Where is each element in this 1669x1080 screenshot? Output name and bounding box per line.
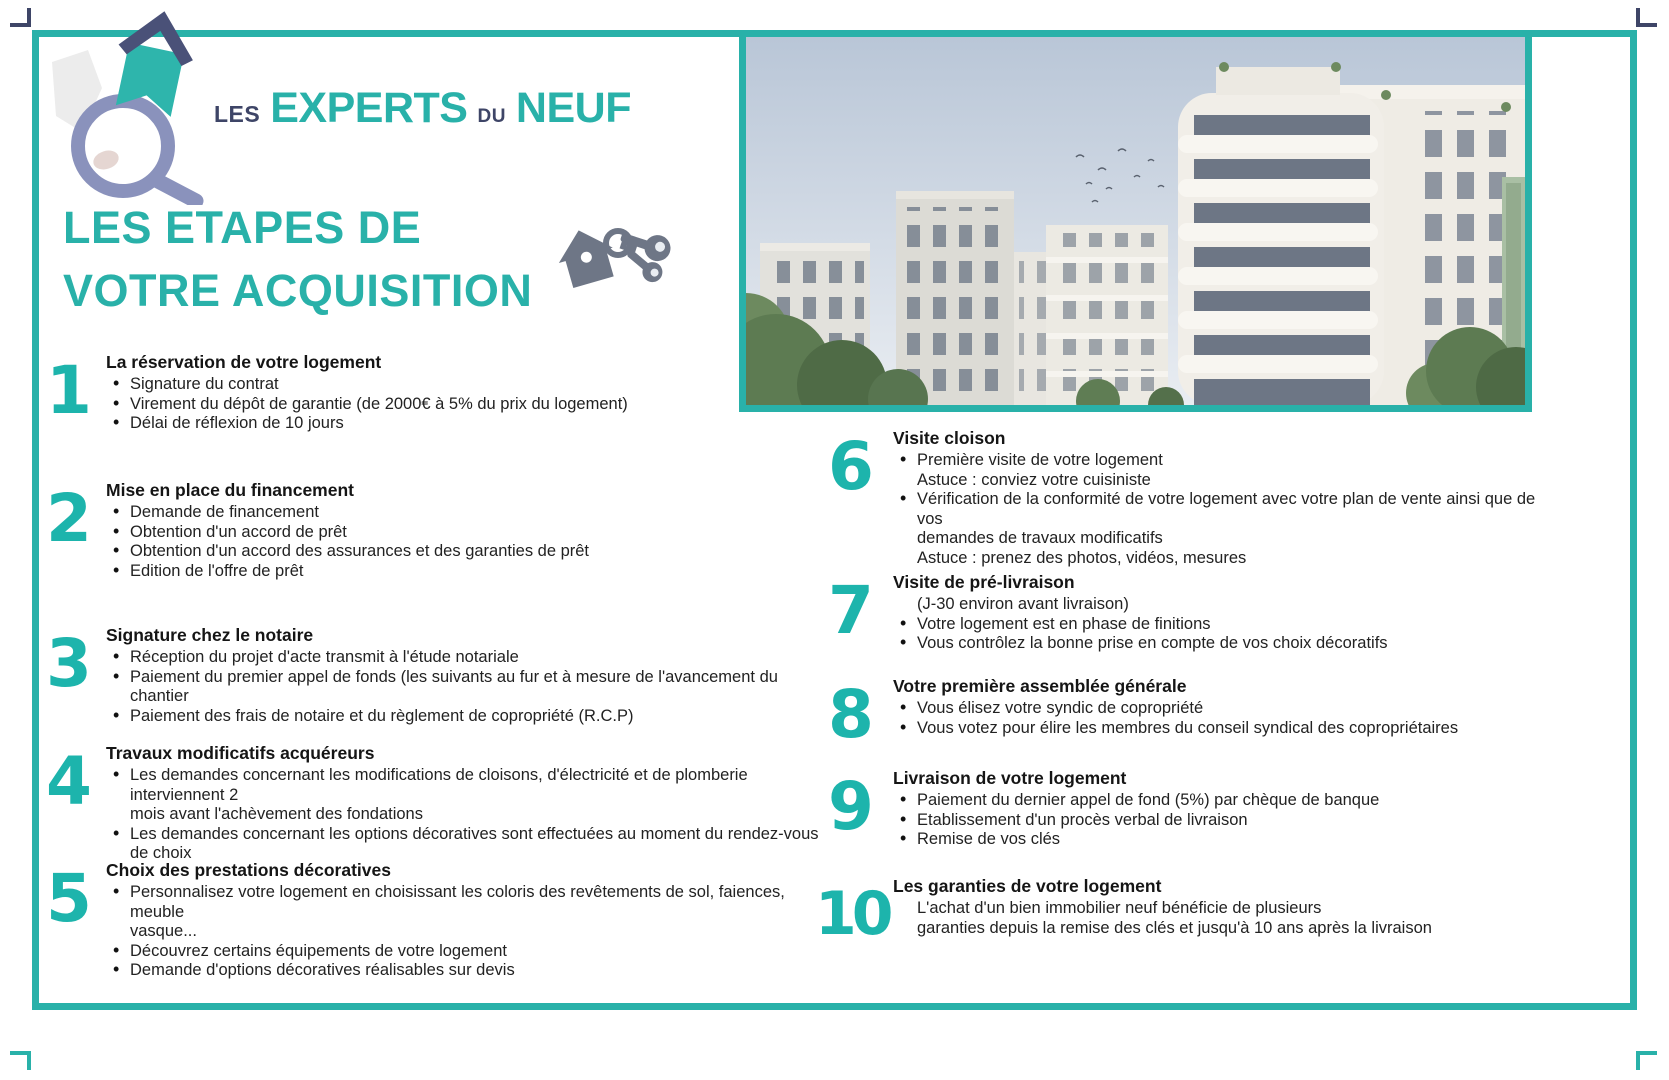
step-text-line: • Remise de vos clés bbox=[917, 830, 1061, 849]
step-bullet bbox=[106, 414, 628, 434]
step-bullet bbox=[106, 961, 836, 981]
brand-word-experts: EXPERTS bbox=[270, 84, 468, 132]
step-text-line: • Paiement du premier appel de fonds (les suivants au fur et à mesure de l'avancement du chantier bbox=[130, 667, 778, 706]
step-items bbox=[893, 595, 1388, 654]
step-text-line: • Signature du contrat bbox=[130, 375, 279, 393]
step-bullet bbox=[893, 830, 1379, 850]
step-text-line: • Demande de financement bbox=[130, 503, 319, 521]
step-text-line: • Réception du projet d'acte transmit à l'étude notariale bbox=[130, 648, 519, 666]
step bbox=[815, 768, 1379, 850]
step bbox=[46, 743, 836, 864]
brand-word-neuf: NEUF bbox=[515, 84, 631, 132]
step-text-line: Astuce : prenez des photos, vidéos, mesures bbox=[917, 548, 1247, 567]
corner-mark-icon bbox=[1636, 1051, 1657, 1070]
step-bullet bbox=[893, 719, 1458, 739]
step-items bbox=[893, 791, 1379, 850]
step-text-line: garanties depuis la remise des clés et jusqu'à 10 ans après la livraison bbox=[917, 918, 1432, 937]
step-number: 3 bbox=[46, 625, 92, 702]
step-bullet bbox=[106, 707, 836, 727]
step-text-line: • Les demandes concernant les options décoratives sont effectuées au moment du rendez-vous de choix bbox=[130, 824, 819, 863]
step-items bbox=[893, 451, 1555, 569]
corner-mark-icon bbox=[1636, 8, 1657, 27]
step-title: La réservation de votre logement bbox=[106, 352, 382, 372]
step-text-line: • Demande d'options décoratives réalisables sur devis bbox=[130, 961, 515, 980]
step-text-line: • Délai de réflexion de 10 jours bbox=[130, 414, 344, 433]
step-bullet bbox=[893, 634, 1388, 654]
step-bullet bbox=[106, 668, 836, 707]
step-text-line: • Vérification de la conformité de votre logement avec votre plan de vente ainsi que de vos bbox=[917, 490, 1536, 528]
step-note bbox=[893, 595, 1388, 615]
step-title: Travaux modificatifs acquéreurs bbox=[106, 743, 375, 763]
step-text-line: mois avant l'achèvement des fondations bbox=[130, 805, 423, 824]
corner-mark-icon bbox=[10, 1051, 31, 1070]
step-number: 6 bbox=[828, 428, 874, 505]
step-bullet bbox=[106, 562, 589, 582]
step-text-line: • Vous votez pour élire les membres du conseil syndical des copropriétaires bbox=[917, 718, 1459, 737]
step-text-line: • Découvrez certains équipements de votre logement bbox=[130, 941, 507, 960]
page-title-line1: LES ETAPES DE bbox=[63, 202, 422, 253]
step-text-line: • Vous contrôlez la bonne prise en compte de vos choix décoratifs bbox=[917, 634, 1388, 653]
step-bullet bbox=[893, 615, 1388, 635]
step-title: Votre première assemblée générale bbox=[893, 676, 1187, 696]
step-text-line: L'achat d'un bien immobilier neuf bénéficie de plusieurs bbox=[917, 899, 1322, 917]
step bbox=[815, 428, 1555, 569]
step-bullet bbox=[106, 942, 836, 962]
step-number: 4 bbox=[46, 743, 92, 820]
step bbox=[46, 352, 628, 434]
step bbox=[815, 572, 1388, 654]
step-title: Visite de pré-livraison bbox=[893, 572, 1075, 592]
corner-mark-icon bbox=[10, 8, 31, 27]
step-text-line: • Votre logement est en phase de finitions bbox=[917, 614, 1211, 633]
step-items bbox=[893, 699, 1458, 738]
step-items bbox=[106, 503, 589, 581]
step-number: 1 bbox=[46, 352, 92, 429]
steps-column-right bbox=[815, 0, 1555, 1080]
logo-magnifier-house-icon bbox=[50, 0, 220, 205]
step-title: Mise en place du financement bbox=[106, 480, 354, 500]
step-text-line: (J-30 environ avant livraison) bbox=[917, 595, 1129, 613]
step-bullet bbox=[106, 766, 836, 825]
brand-word-du: DU bbox=[477, 106, 506, 127]
step-items bbox=[106, 375, 628, 434]
step-title: Les garanties de votre logement bbox=[893, 876, 1162, 896]
step-bullet bbox=[893, 791, 1379, 811]
step-bullet bbox=[106, 542, 589, 562]
step-title: Visite cloison bbox=[893, 428, 1006, 448]
step-text-line: • Première visite de votre logement bbox=[917, 451, 1163, 469]
step-bullet bbox=[106, 648, 836, 668]
step-items bbox=[106, 766, 836, 864]
step-text-line: Astuce : conviez votre cuisiniste bbox=[917, 470, 1151, 489]
step-bullet bbox=[106, 395, 628, 415]
step bbox=[815, 676, 1459, 753]
step-title: Signature chez le notaire bbox=[106, 625, 314, 645]
step-bullet bbox=[106, 825, 836, 864]
step-bullet bbox=[106, 503, 589, 523]
brand-word-les: LES bbox=[214, 101, 261, 127]
step-bullet bbox=[106, 375, 628, 395]
step-text-line: • Vous élisez votre syndic de copropriété bbox=[917, 699, 1204, 717]
step-text-line: • Obtention d'un accord de prêt bbox=[130, 522, 347, 541]
step-number: 5 bbox=[46, 860, 92, 937]
step-text-line: • Virement du dépôt de garantie (de 2000€ à 5% du prix du logement) bbox=[130, 394, 628, 413]
step bbox=[46, 480, 589, 581]
step-bullet bbox=[106, 883, 836, 942]
step-text-line: • Obtention d'un accord des assurances et des garanties de prêt bbox=[130, 542, 590, 561]
step-bullet bbox=[893, 699, 1458, 719]
step-text-line: • Edition de l'offre de prêt bbox=[130, 561, 304, 580]
step-text-line: • Les demandes concernant les modifications de cloisons, d'électricité et de plomberie interviennent 2 bbox=[130, 766, 748, 804]
step-number: 7 bbox=[828, 572, 874, 649]
step-items bbox=[106, 883, 836, 981]
step-items bbox=[893, 899, 1432, 938]
step-number: 9 bbox=[828, 768, 874, 845]
step-bullet bbox=[893, 490, 1555, 568]
step-bullet bbox=[893, 451, 1555, 490]
step bbox=[815, 876, 1432, 949]
step-text-line: demandes de travaux modificatifs bbox=[917, 529, 1163, 548]
step-title: Livraison de votre logement bbox=[893, 768, 1127, 788]
step-text-line: vasque... bbox=[130, 922, 197, 941]
step-number: 10 bbox=[815, 879, 889, 949]
step-text-line: • Paiement du dernier appel de fond (5%) par chèque de banque bbox=[917, 791, 1380, 809]
step-text-line: • Etablissement d'un procès verbal de livraison bbox=[917, 810, 1248, 829]
step-items bbox=[106, 648, 836, 726]
step-number: 8 bbox=[828, 676, 874, 753]
step-bullet bbox=[893, 811, 1379, 831]
step bbox=[46, 860, 836, 981]
step-number: 2 bbox=[46, 480, 92, 557]
page-title-line2: VOTRE ACQUISITION bbox=[63, 265, 533, 316]
step-title: Choix des prestations décoratives bbox=[106, 860, 391, 880]
step bbox=[46, 625, 836, 726]
step-note bbox=[893, 899, 1432, 938]
step-text-line: • Paiement des frais de notaire et du règlement de copropriété (R.C.P) bbox=[130, 706, 634, 725]
step-bullet bbox=[106, 523, 589, 543]
step-text-line: • Personnalisez votre logement en choisissant les coloris des revêtements de sol, faiences, meuble bbox=[130, 883, 785, 921]
